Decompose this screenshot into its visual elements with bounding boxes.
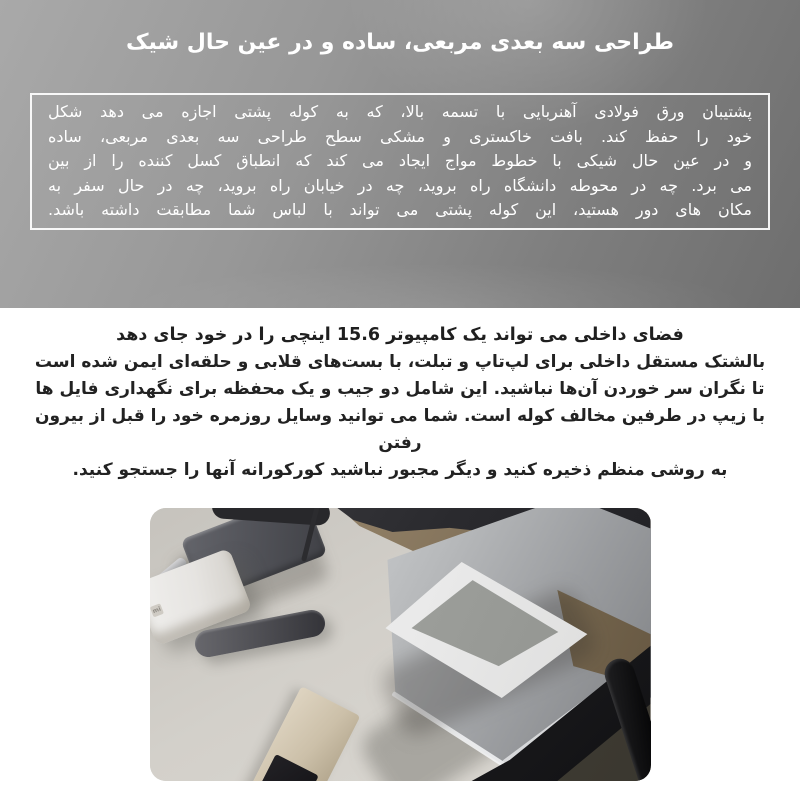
hero-description-box <box>30 93 770 230</box>
hero-description-line: خود را حفظ کند. بافت خاکستری و مشکی سطح طراحی سه بعدی مربعی، ساده <box>48 126 752 146</box>
mi-logo: mi <box>150 603 164 617</box>
hero-description-line: مکان های دور هستید، این کوله پشتی می تواند با لباس شما مطابقت داشته باشد. <box>48 200 752 220</box>
features-section <box>0 308 800 484</box>
hero-title: طراحی سه بعدی مربعی، ساده و در عین حال شیک <box>125 30 675 55</box>
features-body-line: بالشتک مستقل داخلی برای لپ‌تاپ و تبلت، با بست‌های قلابی و حلقه‌ای ایمن شده است <box>34 352 766 372</box>
hero-section <box>0 0 800 308</box>
features-body-line: تا نگران سر خوردن آن‌ها نباشید. این شامل دو جیب و یک محفظه برای نگهداری فایل ها <box>35 379 765 399</box>
velcro-patch <box>259 754 318 781</box>
hero-description-line: می برد. چه در محوطه دانشگاه راه بروید، چه در خیابان راه بروید، چه در حال سفر به <box>48 175 752 195</box>
features-body-line: به روشی منظم ذخیره کنید و دیگر مجبور نباشید کورکورانه آنها را جستجو کنید. <box>72 460 728 480</box>
features-body-line: با زیپ در طرفین مخالف کوله است. شما می توانید وسایل روزمره خود را قبل از بیرون رفتن <box>35 406 765 453</box>
hero-description-line: و در عین حال شیکی با خطوط مواج ایجاد می کند که انطباق کسل کننده را از بین <box>48 151 752 171</box>
hero-description-line: پشتیبان ورق فولادی آهنربایی با تسمه بالا، که به کوله پشتی اجازه می دهد شکل <box>48 102 752 121</box>
product-photo <box>150 508 651 781</box>
features-heading: فضای داخلی می تواند یک کامپیوتر 15.6 اینچی را در خود جای دهد <box>116 325 684 345</box>
